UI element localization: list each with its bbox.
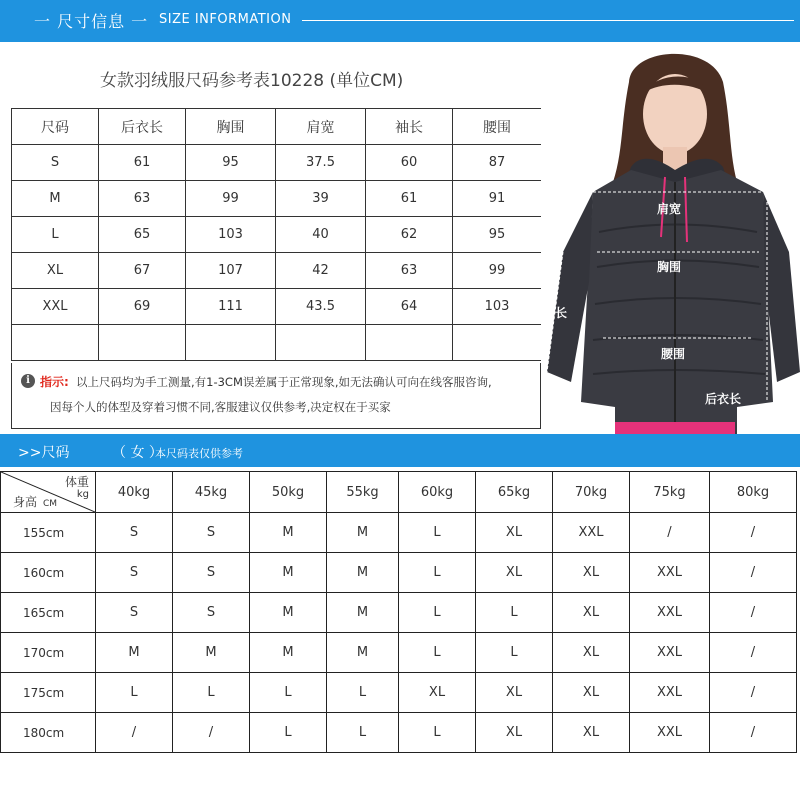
- section-subtitle: 本尺码表仅供参考: [155, 447, 243, 460]
- size-cell: [453, 325, 542, 361]
- size-cell: XXL: [12, 289, 99, 325]
- label-back-length: 后衣长: [705, 392, 742, 406]
- corner-height: 身高: [13, 495, 38, 509]
- size-chart-table: [11, 108, 542, 361]
- size-recommendation-cell: /: [630, 513, 710, 553]
- size-recommendation-cell: S: [173, 513, 250, 553]
- size-recommendation-cell: /: [710, 593, 797, 633]
- model-photo: [541, 42, 800, 434]
- size-recommendation-cell: L: [399, 593, 476, 633]
- weight-header-cell: 60kg: [399, 472, 476, 513]
- size-recommendation-cell: XL: [553, 593, 630, 633]
- size-recommendation-cell: /: [710, 673, 797, 713]
- size-cell: 42: [276, 253, 366, 289]
- label-sleeve: 袖长: [543, 306, 568, 320]
- banner-title-en: SIZE INFORMATION: [159, 12, 292, 27]
- weight-header-cell: 40kg: [96, 472, 173, 513]
- size-cell: 39: [276, 181, 366, 217]
- label-waist: 腰围: [661, 347, 686, 361]
- size-recommendation-cell: S: [173, 593, 250, 633]
- info-icon: i: [21, 374, 35, 388]
- banner-divider: [302, 20, 794, 21]
- height-label: 170cm: [1, 633, 96, 673]
- banner-title-cn: 一 尺寸信息 一: [34, 12, 149, 31]
- size-cell: [276, 325, 366, 361]
- note-line-2: 因每个人的体型及穿着习惯不同,客服建议仅供参考,决定权在于买家: [50, 400, 391, 414]
- size-recommendation-cell: L: [476, 633, 553, 673]
- size-header-cell: 胸围: [186, 109, 276, 145]
- size-row: [12, 217, 542, 253]
- size-header-cell: 肩宽: [276, 109, 366, 145]
- size-row: [12, 325, 542, 361]
- size-cell: 87: [453, 145, 542, 181]
- size-header-row: [12, 109, 542, 145]
- size-recommendation-cell: /: [173, 713, 250, 753]
- size-cell: 69: [99, 289, 186, 325]
- weight-height-table: [0, 471, 797, 753]
- corner-height-unit: CM: [43, 499, 58, 509]
- size-recommendation-cell: M: [327, 553, 399, 593]
- weight-header-cell: 55kg: [327, 472, 399, 513]
- size-recommendation-cell: M: [250, 553, 327, 593]
- height-row: [1, 553, 797, 593]
- size-cell: S: [12, 145, 99, 181]
- size-cell: [12, 325, 99, 361]
- size-recommendation-cell: L: [250, 713, 327, 753]
- size-cell: 65: [99, 217, 186, 253]
- size-cell: 63: [366, 253, 453, 289]
- size-recommendation-cell: M: [250, 633, 327, 673]
- height-label: 180cm: [1, 713, 96, 753]
- size-recommendation-cell: XL: [476, 713, 553, 753]
- size-cell: 61: [366, 181, 453, 217]
- size-recommendation-cell: L: [476, 593, 553, 633]
- size-cell: 61: [99, 145, 186, 181]
- weight-header-cell: 70kg: [553, 472, 630, 513]
- size-recommendation-cell: /: [710, 553, 797, 593]
- size-cell: [99, 325, 186, 361]
- size-recommendation-cell: XXL: [630, 673, 710, 713]
- size-recommendation-cell: M: [96, 633, 173, 673]
- weight-header-cell: 75kg: [630, 472, 710, 513]
- size-cell: 99: [453, 253, 542, 289]
- size-recommendation-cell: /: [96, 713, 173, 753]
- size-recommendation-cell: XL: [476, 673, 553, 713]
- size-cell: [366, 325, 453, 361]
- size-recommendation-cell: XXL: [630, 633, 710, 673]
- weight-header-cell: 45kg: [173, 472, 250, 513]
- weight-header-cell: 50kg: [250, 472, 327, 513]
- size-recommendation-cell: /: [710, 713, 797, 753]
- size-cell: 40: [276, 217, 366, 253]
- size-cell: XL: [12, 253, 99, 289]
- label-shoulder: 肩宽: [657, 202, 682, 216]
- corner-weight-unit: kg: [76, 489, 89, 500]
- size-recommendation-cell: L: [327, 713, 399, 753]
- size-recommendation-cell: XL: [399, 673, 476, 713]
- size-cell: 67: [99, 253, 186, 289]
- height-label: 165cm: [1, 593, 96, 633]
- section-prefix: >>尺码: [18, 445, 70, 461]
- size-recommendation-cell: L: [399, 513, 476, 553]
- label-chest: 胸围: [657, 260, 682, 274]
- height-row: [1, 633, 797, 673]
- height-label: 155cm: [1, 513, 96, 553]
- height-row: [1, 713, 797, 753]
- weight-header-cell: 80kg: [710, 472, 797, 513]
- size-recommendation-cell: L: [96, 673, 173, 713]
- height-label: 175cm: [1, 673, 96, 713]
- size-chart-title: 女款羽绒服尺码参考表10228 (单位CM): [100, 71, 404, 91]
- size-recommendation-cell: M: [327, 633, 399, 673]
- size-guide-banner: [0, 434, 800, 467]
- size-cell: 91: [453, 181, 542, 217]
- size-recommendation-cell: /: [710, 633, 797, 673]
- height-row: [1, 513, 797, 553]
- size-cell: 60: [366, 145, 453, 181]
- corner-weight: 体重: [64, 475, 89, 489]
- size-cell: 64: [366, 289, 453, 325]
- size-header-cell: 后衣长: [99, 109, 186, 145]
- size-header-cell: 袖长: [366, 109, 453, 145]
- size-recommendation-cell: S: [96, 553, 173, 593]
- size-recommendation-cell: XL: [553, 553, 630, 593]
- size-cell: 63: [99, 181, 186, 217]
- size-recommendation-cell: XL: [553, 633, 630, 673]
- size-recommendation-cell: L: [250, 673, 327, 713]
- size-cell: [186, 325, 276, 361]
- size-cell: 95: [186, 145, 276, 181]
- size-recommendation-cell: L: [399, 633, 476, 673]
- corner-cell: [1, 472, 96, 513]
- size-note: [11, 363, 541, 429]
- size-recommendation-cell: XXL: [630, 553, 710, 593]
- size-header-cell: 尺码: [12, 109, 99, 145]
- size-recommendation-cell: XXL: [630, 593, 710, 633]
- weight-header-cell: 65kg: [476, 472, 553, 513]
- size-recommendation-cell: S: [173, 553, 250, 593]
- note-label: 指示:: [40, 375, 69, 389]
- size-recommendation-cell: XXL: [630, 713, 710, 753]
- size-cell: 107: [186, 253, 276, 289]
- size-cell: 43.5: [276, 289, 366, 325]
- top-banner: [0, 0, 800, 42]
- height-label: 160cm: [1, 553, 96, 593]
- size-recommendation-cell: L: [173, 673, 250, 713]
- size-header-cell: 腰围: [453, 109, 542, 145]
- size-recommendation-cell: M: [327, 593, 399, 633]
- size-cell: L: [12, 217, 99, 253]
- size-recommendation-cell: XXL: [553, 513, 630, 553]
- size-cell: 95: [453, 217, 542, 253]
- size-recommendation-cell: L: [399, 553, 476, 593]
- size-cell: M: [12, 181, 99, 217]
- size-row: [12, 181, 542, 217]
- size-row: [12, 145, 542, 181]
- height-row: [1, 673, 797, 713]
- size-recommendation-cell: M: [173, 633, 250, 673]
- height-row: [1, 593, 797, 633]
- size-recommendation-cell: L: [327, 673, 399, 713]
- size-recommendation-cell: XL: [476, 513, 553, 553]
- size-row: [12, 289, 542, 325]
- size-recommendation-cell: M: [327, 513, 399, 553]
- weight-header-row: [1, 472, 797, 513]
- size-cell: 62: [366, 217, 453, 253]
- size-recommendation-cell: XL: [476, 553, 553, 593]
- size-recommendation-cell: L: [399, 713, 476, 753]
- size-cell: 103: [453, 289, 542, 325]
- size-recommendation-cell: /: [710, 513, 797, 553]
- size-recommendation-cell: M: [250, 593, 327, 633]
- size-recommendation-cell: M: [250, 513, 327, 553]
- size-recommendation-cell: S: [96, 513, 173, 553]
- size-row: [12, 253, 542, 289]
- note-line-1: 以上尺码均为手工测量,有1-3CM误差属于正常现象,如无法确认可向在线客服咨询,: [76, 375, 492, 389]
- size-cell: 103: [186, 217, 276, 253]
- size-cell: 99: [186, 181, 276, 217]
- size-recommendation-cell: S: [96, 593, 173, 633]
- size-recommendation-cell: XL: [553, 673, 630, 713]
- model-illustration: [541, 42, 800, 434]
- section-gender: （ 女 ）: [112, 445, 163, 461]
- size-cell: 37.5: [276, 145, 366, 181]
- size-cell: 111: [186, 289, 276, 325]
- size-recommendation-cell: XL: [553, 713, 630, 753]
